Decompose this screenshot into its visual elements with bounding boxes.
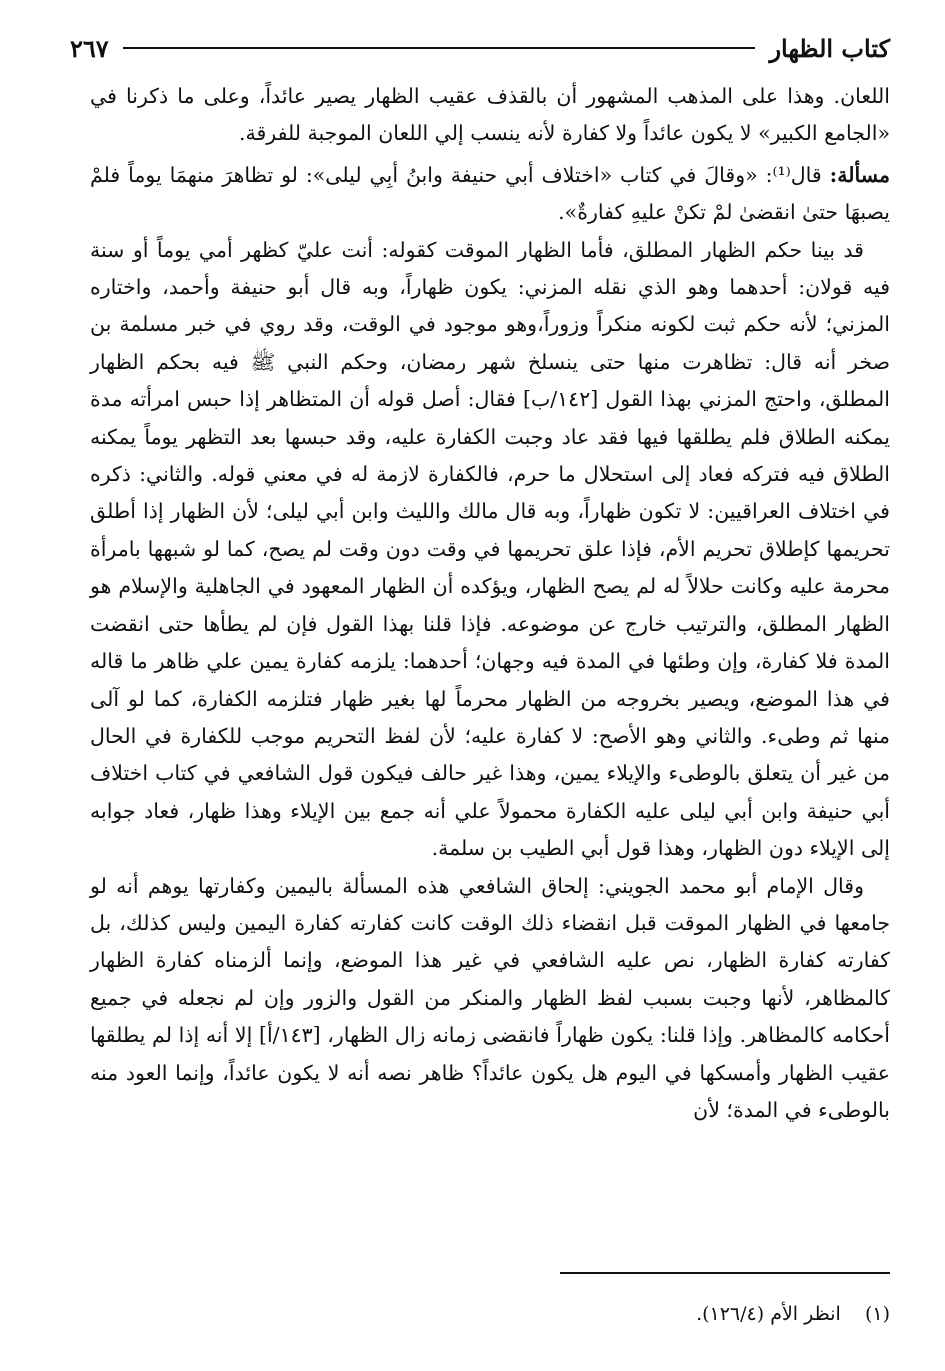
footnote-text: انظر الأم (١٢٦/٤). <box>696 1303 841 1325</box>
paragraph-text: وقال الإمام أبو محمد الجويني: إلحاق الشافعي هذه المسألة باليمين وكفارتها يوهم أنه لو جامعها في الظهار الموقت قبل انقضاء ذلك الوقت كانت كفارته كفارة اليمين وليس كذلك، بل كفارته كفارة الظهار، نص عليه الشافعي في غير هذا الموضع، وإنما ألزمناه كفارة الظهار كالمظاهر، لأنها وجبت بسبب لفظ الظهار والمنكر من القول والزور وإن لم نجعله في جميع أحكامه كالمظاهر. وإذا قلنا: يكون ظهاراً فانقضى زمانه زال الظهار، [١٤٣/أ] إلا أنه إذا لم يطلقها عقيب الظهار وأمسكها في اليوم هل يكون عائداً؟ ظاهر نصه أنه لا يكون عائداً، وإنما العود منه بالوطىء في المدة؛ لأن <box>90 873 890 1122</box>
issue-heading: مسألة: <box>829 162 890 187</box>
main-text <box>90 78 890 1129</box>
paragraph <box>90 868 890 1130</box>
paragraph <box>90 232 890 868</box>
paragraph-text: قد بينا حكم الظهار المطلق، فأما الظهار الموقت كقوله: أنت عليّ كظهر أمي يوماً أو سنة فيه قولان: أحدهما وهو الذي نقله المزني: يكون ظهاراً، وبه قال أبو حنيفة وأحمد، واختاره المزني؛ لأنه حكم ثبت لكونه منكراً وزوراً،وهو موجود في الوقت، وقد روي في خبر مسلمة بن صخر أنه قال: تظاهرت منها حتى ينسلخ شهر رمضان، وحكم النبي ﷺ فيه بحكم الظهار المطلق، واحتج المزني بهذا القول [١٤٢/ب] فقال: أصل قوله أن المتظاهر إذا حبس امرأته مدة يمكنه الطلاق فلم يطلقها فيها فقد عاد وجبت الكفارة عليه، وقد حبسها بعد التظهر يوماً يمكنه الطلاق فيه فتركه فعاد إلى استحلال ما حرم، فالكفارة لازمة له في معني قوله. والثاني: ذكره في اختلاف العراقيين: لا تكون ظهاراً، وبه قال مالك والليث وابن أبي ليلى؛ لأن الظهار إذا أطلق تحريمها كإطلاق تحريم الأم، فإذا علق تحريمها في وقت دون وقت لم يصح، كما لو شبهها بامرأة محرمة عليه وكانت حلالاً له لم يصح الظهار، ويؤكده أن الظهار المعهود في الجاهلية والإسلام هو الظهار المطلق، والترتيب خارج عن موضوعه. فإذا قلنا بهذا القول فإن لم يطأها حتى انقضت المدة فلا كفارة، وإن وطئها في المدة فيه وجهان؛ أحدهما: يلزمه كفارة يمين علي ظاهر ما قاله في هذا الموضع، ويصير بخروجه من الظهار محرماً لها بغير ظهار فتلزمه الكفارة، كما لو آلى منها ثم وطىء. والثاني وهو الأصح: لا كفارة عليه؛ لأن لفظ التحريم موجب للكفارة في الحال من غير أن يتعلق بالوطىء والإيلاء يمين، وهذا غير حالف فيكون قول الشافعي في كتاب اختلاف أبي حنيفة وابن أبي ليلى عليه الكفارة محمولاً علي أنه جمع بين الإيلاء وهذا ظهار، فعاد جوابه إلى الإيلاء دون الظهار، وهذا قول أبي الطيب بن سلمة. <box>90 237 890 861</box>
chapter-title: كتاب الظهار <box>769 33 890 63</box>
header-rule <box>123 47 756 49</box>
paragraph-text: قال⁽¹⁾: «وقالَ في كتاب «اختلاف أبي حنيفة وابنُ أبِي ليلى»: لو تظاهرَ منهمَا يوماً فلمْ يصبهَا حتىٰ انقضىٰ لمْ تكنْ عليهِ كفارةٌ». <box>90 162 890 225</box>
footnote-rule <box>560 1272 890 1274</box>
running-header <box>70 30 890 66</box>
paragraph <box>90 78 890 153</box>
page-number: ٢٦٧ <box>70 33 109 63</box>
paragraph <box>90 157 890 232</box>
footnote-marker: (١) <box>864 1303 890 1325</box>
footnote <box>560 1300 890 1328</box>
paragraph-text: اللعان. وهذا على المذهب المشهور أن بالقذف عقيب الظهار يصير عائداً، وعلى ما ذكرنا في «الجامع الكبير» لا يكون عائداً ولا كفارة لأنه ينسب إلي اللعان الموجبة للفرقة. <box>90 84 890 146</box>
